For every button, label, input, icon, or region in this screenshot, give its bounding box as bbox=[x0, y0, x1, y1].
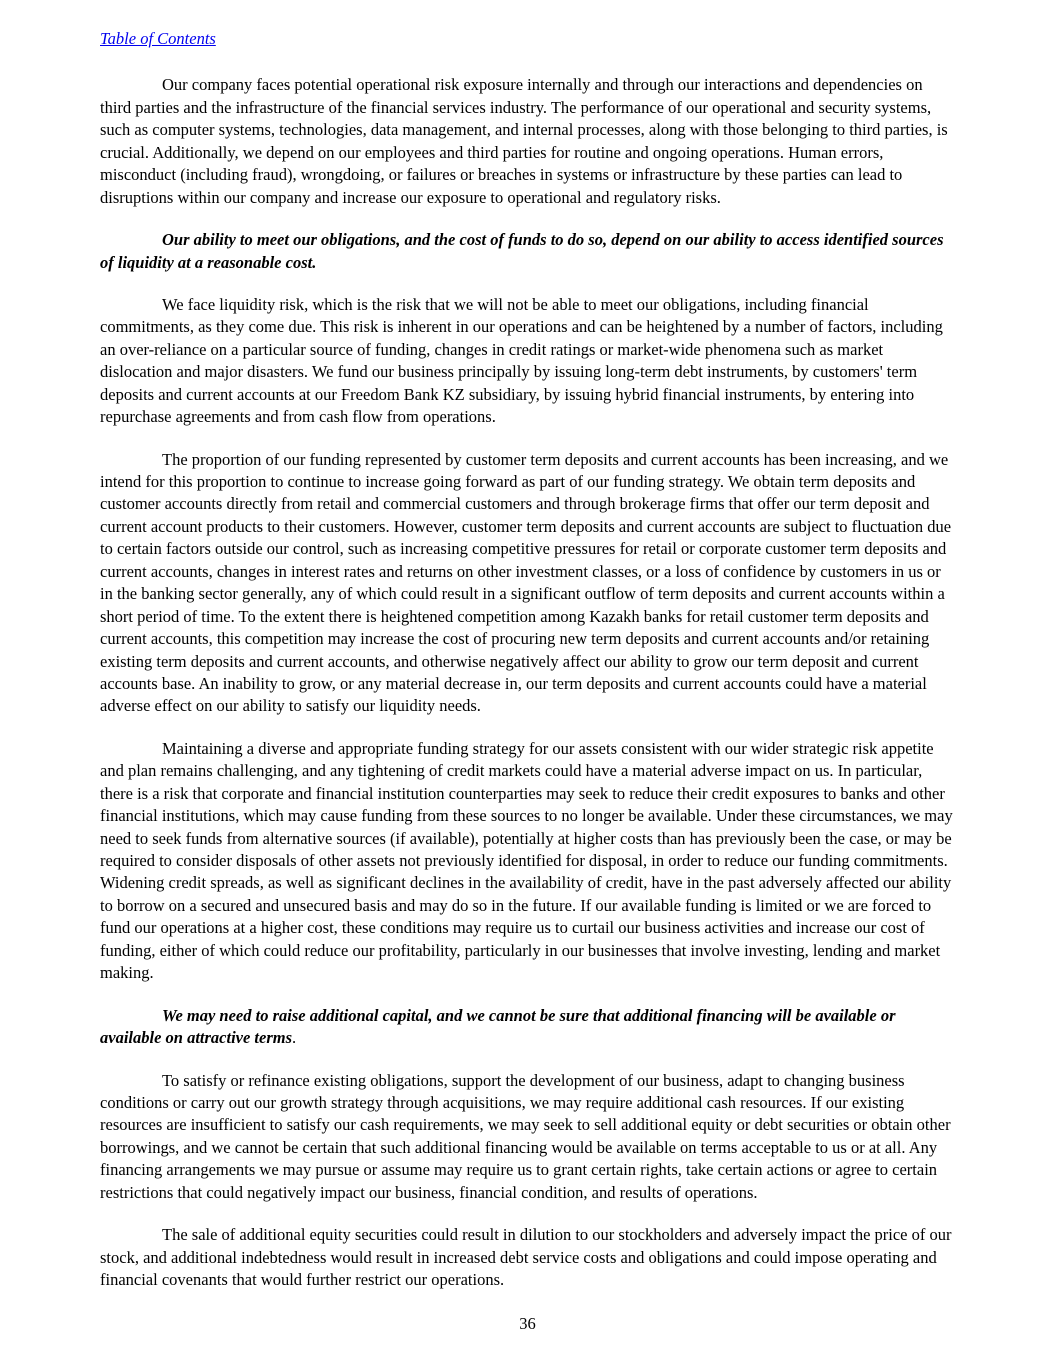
paragraph-refinance-obligations: To satisfy or refinance existing obligations, support the development of our business, adapt to changing business conditions or carry out our growth strategy through acquisitions, we may require additional cash resources. If our existing resources are insufficient to satisfy our cash requirements, we may seek to sell additional equity or debt securities or obtain other borrowings, and we cannot be certain that such additional financing would be available on terms acceptable to us or at all. Any financing arrangements we may pursue or assume may require us to grant certain rights, take certain actions or agree to certain restrictions that could negatively impact our business, financial condition, and results of operations. bbox=[100, 1070, 951, 1202]
document-body bbox=[100, 74, 955, 1291]
heading-period: . bbox=[292, 1028, 297, 1048]
risk-factor-heading-additional-capital bbox=[100, 1005, 955, 1050]
paragraph-funding-strategy: Maintaining a diverse and appropriate funding strategy for our assets consistent with our wider strategic risk appetite and plan remains challenging, and any tightening of credit markets could have a material adverse impact on us. In particular, there is a risk that corporate and financial institution counterparties may seek to reduce their credit exposures to banks and other financial institutions, which may cause funding from these sources to no longer be available. Under these circumstances, we may need to seek funds from alternative sources (if available), potentially at higher costs than has previously been the case, or may be required to consider disposals of other assets not previously identified for disposal, in order to reduce our funding commitments. Widening credit spreads, as well as significant declines in the availability of credit, have in the past adversely affected our ability to borrow on a secured and unsecured basis and may do so in the future. If our available funding is limited or we are forced to fund our operations at a higher cost, these conditions may require us to curtail our business activities and increase our cost of funding, either of which could reduce our profitability, particularly in our businesses that involve investing, lending and market making. bbox=[100, 738, 953, 983]
paragraph-equity-dilution: The sale of additional equity securities could result in dilution to our stockholders and adversely impact the price of our stock, and additional indebtedness would result in increased debt service costs and obligations and could impose operating and financial covenants that would further restrict our operations. bbox=[100, 1225, 952, 1289]
table-of-contents-link[interactable]: Table of Contents bbox=[100, 29, 216, 48]
paragraph-liquidity-risk: We face liquidity risk, which is the risk that we will not be able to meet our obligations, including financial commitments, as they come due. This risk is inherent in our operations and can be heightened by a number of factors, including an over-reliance on a particular source of funding, changes in credit ratings or market-wide phenomena such as market dislocation and major disasters. We fund our business principally by issuing long-term debt instruments, by customers' term deposits and current accounts at our Freedom Bank KZ subsidiary, by issuing hybrid financial instruments, by entering into repurchase agreements and from cash flow from operations. bbox=[100, 294, 943, 427]
heading-text: We may need to raise additional capital, and we cannot be sure that additional financing will be available or available on attractive terms bbox=[100, 1005, 896, 1048]
paragraph-operational-risk: Our company faces potential operational risk exposure internally and through our interactions and dependencies on third parties and the infrastructure of the financial services industry. The performance of our operational and security systems, such as computer systems, technologies, data management, and internal processes, along with those belonging to third parties, is crucial. Additionally, we depend on our employees and third parties for routine and ongoing operations. Human errors, misconduct (including fraud), wrongdoing, or failures or breaches in systems or infrastructure by these parties can lead to disruptions within our company and increase our exposure to operational and regulatory risks. bbox=[100, 75, 948, 207]
page-number: 36 bbox=[519, 1313, 536, 1333]
paragraph-funding-proportion: The proportion of our funding represented by customer term deposits and current accounts has been increasing, and we intend for this proportion to continue to increase going forward as part of our funding strategy. We obtain term deposits and customer accounts directly from retail and commercial customers and through brokerage firms that offer our term deposit and current account products to their customers. However, customer term deposits and current accounts are subject to fluctuation due to certain factors outside our control, such as increasing competitive pressures for retail or corporate customer term deposits and current accounts, changes in interest rates and returns on other investment classes, or a loss of confidence by customers in us or in the banking sector generally, any of which could result in a significant outflow of term deposits and current accounts within a short period of time. To the extent there is heightened competition among Kazakh banks for retail customer term deposits and current accounts, this competition may increase the cost of procuring new term deposits and current accounts and/or retaining existing term deposits and current accounts, and otherwise negatively affect our ability to grow our term deposit and current accounts base. An inability to grow, or any material decrease in, our term deposits and current accounts could have a material adverse effect on our ability to satisfy our liquidity needs. bbox=[100, 449, 952, 716]
risk-factor-heading-liquidity: Our ability to meet our obligations, and the cost of funds to do so, depend on our ability to access identified sources of liquidity at a reasonable cost. bbox=[100, 230, 944, 272]
